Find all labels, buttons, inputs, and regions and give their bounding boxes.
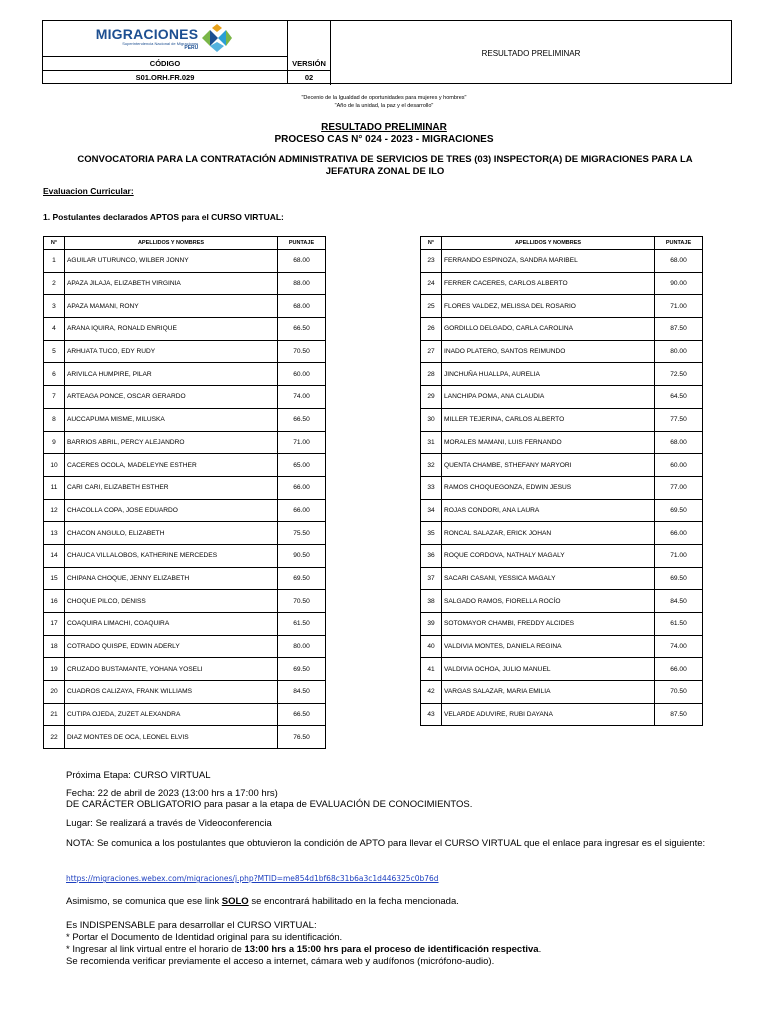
webex-link[interactable]: https://migraciones.webex.com/migraciones/j.php?MTID=me854d1bf68c31b6a3c1d446325c0b76d bbox=[66, 874, 439, 883]
row-name: INADO PLATERO, SANTOS REIMUNDO bbox=[442, 340, 655, 363]
row-score: 90.00 bbox=[655, 272, 703, 295]
table-header-row bbox=[421, 237, 703, 250]
document-header bbox=[42, 20, 732, 84]
col-header-name: APELLIDOS Y NOMBRES bbox=[65, 237, 278, 250]
row-score: 80.00 bbox=[278, 635, 326, 658]
row-number: 40 bbox=[421, 635, 442, 658]
row-score: 66.50 bbox=[278, 408, 326, 431]
table-row bbox=[44, 703, 326, 726]
table-row bbox=[44, 386, 326, 409]
row-score: 68.00 bbox=[655, 250, 703, 273]
version-value: 02 bbox=[304, 73, 314, 82]
row-score: 90.50 bbox=[278, 544, 326, 567]
row-name: CRUZADO BUSTAMANTE, YOHANA YOSELI bbox=[65, 658, 278, 681]
row-name: RONCAL SALAZAR, ERICK JOHAN bbox=[442, 522, 655, 545]
row-number: 26 bbox=[421, 318, 442, 341]
table-row bbox=[44, 726, 326, 749]
row-name: CHOQUE PILCO, DENISS bbox=[65, 590, 278, 613]
table-row bbox=[421, 454, 703, 477]
asimismo-paragraph bbox=[66, 896, 716, 908]
codigo-label: CÓDIGO bbox=[43, 57, 288, 71]
row-score: 70.50 bbox=[278, 340, 326, 363]
table-row bbox=[44, 476, 326, 499]
row-number: 9 bbox=[44, 431, 65, 454]
row-number: 11 bbox=[44, 476, 65, 499]
header-title: RESULTADO PRELIMINAR bbox=[330, 21, 731, 85]
row-number: 43 bbox=[421, 703, 442, 726]
row-score: 84.50 bbox=[655, 590, 703, 613]
row-name: CUADROS CALIZAYA, FRANK WILLIAMS bbox=[65, 681, 278, 704]
row-name: VALDIVIA OCHOA, JULIO MANUEL bbox=[442, 658, 655, 681]
row-number: 25 bbox=[421, 295, 442, 318]
row-name: FLORES VALDEZ, MELISSA DEL ROSARIO bbox=[442, 295, 655, 318]
table-row bbox=[421, 703, 703, 726]
result-title: RESULTADO PRELIMINAR bbox=[321, 122, 447, 133]
row-score: 68.00 bbox=[655, 431, 703, 454]
row-name: MORALES MAMANI, LUIS FERNANDO bbox=[442, 431, 655, 454]
row-name: AGUILAR UTURUNCO, WILBER JONNY bbox=[65, 250, 278, 273]
row-score: 74.00 bbox=[655, 635, 703, 658]
col-header-score: PUNTAJE bbox=[655, 237, 703, 250]
table-row bbox=[421, 613, 703, 636]
row-name: APAZA JILAJA, ELIZABETH VIRGINIA bbox=[65, 272, 278, 295]
table-row bbox=[44, 295, 326, 318]
table-row bbox=[421, 250, 703, 273]
row-number: 4 bbox=[44, 318, 65, 341]
row-number: 19 bbox=[44, 658, 65, 681]
row-number: 39 bbox=[421, 613, 442, 636]
row-score: 66.00 bbox=[278, 476, 326, 499]
version-label: VERSIÓN bbox=[288, 57, 330, 71]
row-number: 10 bbox=[44, 454, 65, 477]
row-score: 71.00 bbox=[278, 431, 326, 454]
row-name: CUTIPA OJEDA, ZUZET ALEXANDRA bbox=[65, 703, 278, 726]
row-number: 41 bbox=[421, 658, 442, 681]
row-name: COTRADO QUISPE, EDWIN ADERLY bbox=[65, 635, 278, 658]
row-name: APAZA MAMANI, RONY bbox=[65, 295, 278, 318]
section-evaluacion: Evaluacion Curricular: bbox=[43, 186, 134, 196]
table-row bbox=[44, 499, 326, 522]
row-name: GORDILLO DELGADO, CARLA CAROLINA bbox=[442, 318, 655, 341]
requirements-block bbox=[66, 920, 716, 968]
row-score: 70.50 bbox=[655, 681, 703, 704]
row-score: 71.00 bbox=[655, 544, 703, 567]
bullet-link-post: . bbox=[538, 944, 542, 955]
row-score: 75.50 bbox=[278, 522, 326, 545]
table-row bbox=[44, 363, 326, 386]
row-name: COAQUIRA LIMACHI, COAQUIRA bbox=[65, 613, 278, 636]
table-row bbox=[421, 386, 703, 409]
row-name: VALDIVIA MONTES, DANIELA REGINA bbox=[442, 635, 655, 658]
row-score: 71.00 bbox=[655, 295, 703, 318]
link-line bbox=[66, 873, 716, 885]
row-score: 77.50 bbox=[655, 408, 703, 431]
row-score: 64.50 bbox=[655, 386, 703, 409]
row-score: 80.00 bbox=[655, 340, 703, 363]
table-row bbox=[44, 318, 326, 341]
row-number: 38 bbox=[421, 590, 442, 613]
migraciones-logo bbox=[96, 24, 235, 54]
row-name: VARGAS SALAZAR, MARIA EMILIA bbox=[442, 681, 655, 704]
nota-paragraph: NOTA: Se comunica a los postulantes que obtuvieron la condición de APTO para llevar el CURSO VIRTUAL que el enlace para ingresar es el siguiente: bbox=[66, 838, 706, 849]
row-name: SOTOMAYOR CHAMBI, FREDDY ALCIDES bbox=[442, 613, 655, 636]
table-row bbox=[421, 681, 703, 704]
row-score: 72.50 bbox=[655, 363, 703, 386]
row-name: ARANA IQUIRA, RONALD ENRIQUE bbox=[65, 318, 278, 341]
table-row bbox=[421, 499, 703, 522]
table-row bbox=[421, 590, 703, 613]
table-row bbox=[44, 658, 326, 681]
row-score: 84.50 bbox=[278, 681, 326, 704]
logo-country: PERÚ bbox=[184, 44, 199, 51]
row-score: 77.00 bbox=[655, 476, 703, 499]
row-number: 22 bbox=[44, 726, 65, 749]
next-stage-date: Fecha: 22 de abril de 2023 (13:00 hrs a 17:00 hrs) bbox=[66, 788, 278, 799]
row-number: 31 bbox=[421, 431, 442, 454]
table-row bbox=[421, 522, 703, 545]
row-score: 61.50 bbox=[655, 613, 703, 636]
row-name: CHACON ANGULO, ELIZABETH bbox=[65, 522, 278, 545]
row-name: FERRANDO ESPINOZA, SANDRA MARIBEL bbox=[442, 250, 655, 273]
row-name: ROQUE CORDOVA, NATHALY MAGALY bbox=[442, 544, 655, 567]
table-row bbox=[44, 250, 326, 273]
logo-cell bbox=[43, 21, 288, 57]
row-name: CARI CARI, ELIZABETH ESTHER bbox=[65, 476, 278, 499]
migraciones-emblem-icon bbox=[200, 24, 234, 54]
row-number: 8 bbox=[44, 408, 65, 431]
row-name: SACARI CASANI, YESSICA MAGALY bbox=[442, 567, 655, 590]
table-row bbox=[44, 567, 326, 590]
row-number: 35 bbox=[421, 522, 442, 545]
col-header-name: APELLIDOS Y NOMBRES bbox=[442, 237, 655, 250]
table-row bbox=[421, 658, 703, 681]
row-number: 23 bbox=[421, 250, 442, 273]
row-score: 66.00 bbox=[278, 499, 326, 522]
table-row bbox=[421, 295, 703, 318]
row-score: 88.00 bbox=[278, 272, 326, 295]
row-score: 69.50 bbox=[655, 499, 703, 522]
row-number: 37 bbox=[421, 567, 442, 590]
row-number: 27 bbox=[421, 340, 442, 363]
row-number: 5 bbox=[44, 340, 65, 363]
row-name: QUENTA CHAMBE, STHEFANY MARYORI bbox=[442, 454, 655, 477]
table-row bbox=[421, 408, 703, 431]
row-number: 1 bbox=[44, 250, 65, 273]
row-number: 15 bbox=[44, 567, 65, 590]
row-score: 66.00 bbox=[655, 658, 703, 681]
table-row bbox=[44, 408, 326, 431]
row-name: SALGADO RAMOS, FIORELLA ROCÍO bbox=[442, 590, 655, 613]
location-note: Lugar: Se realizará a través de Videoconferencia bbox=[66, 818, 272, 829]
row-name: CHIPANA CHOQUE, JENNY ELIZABETH bbox=[65, 567, 278, 590]
table-row bbox=[421, 318, 703, 341]
table-row bbox=[44, 613, 326, 636]
asimismo-solo: SOLO bbox=[221, 896, 249, 907]
row-name: CHACOLLA COPA, JOSE EDUARDO bbox=[65, 499, 278, 522]
row-name: CACERES OCOLA, MADELEYNE ESTHER bbox=[65, 454, 278, 477]
row-score: 66.50 bbox=[278, 703, 326, 726]
table-row bbox=[44, 340, 326, 363]
row-number: 17 bbox=[44, 613, 65, 636]
bullet-link-time bbox=[66, 944, 716, 956]
table-row bbox=[421, 272, 703, 295]
row-name: FERRER CACERES, CARLOS ALBERTO bbox=[442, 272, 655, 295]
section-postulantes: 1. Postulantes declarados APTOS para el CURSO VIRTUAL: bbox=[43, 212, 284, 222]
row-number: 2 bbox=[44, 272, 65, 295]
row-score: 60.00 bbox=[655, 454, 703, 477]
table-row bbox=[421, 363, 703, 386]
row-number: 28 bbox=[421, 363, 442, 386]
table-row bbox=[421, 340, 703, 363]
row-name: VELARDE ADUVIRE, RUBI DAYANA bbox=[442, 703, 655, 726]
row-score: 66.00 bbox=[655, 522, 703, 545]
row-number: 36 bbox=[421, 544, 442, 567]
row-score: 70.50 bbox=[278, 590, 326, 613]
motto-line-2: "Año de la unidad, la paz y el desarrollo" bbox=[334, 103, 434, 109]
table-row bbox=[421, 431, 703, 454]
row-number: 34 bbox=[421, 499, 442, 522]
row-score: 74.00 bbox=[278, 386, 326, 409]
table-row bbox=[421, 476, 703, 499]
row-number: 18 bbox=[44, 635, 65, 658]
indispensable-line: Es INDISPENSABLE para desarrollar el CURSO VIRTUAL: bbox=[66, 920, 317, 931]
row-number: 42 bbox=[421, 681, 442, 704]
row-number: 6 bbox=[44, 363, 65, 386]
row-score: 68.00 bbox=[278, 250, 326, 273]
applicants-table-right bbox=[420, 236, 703, 726]
row-score: 69.50 bbox=[278, 658, 326, 681]
row-number: 24 bbox=[421, 272, 442, 295]
codigo-value: S01.ORH.FR.029 bbox=[43, 71, 288, 84]
table-row bbox=[421, 635, 703, 658]
logo-wordmark: MIGRACIONES bbox=[95, 25, 199, 42]
motto-line-1: "Decenio de la Igualdad de oportunidades para mujeres y hombres" bbox=[301, 95, 467, 101]
row-number: 21 bbox=[44, 703, 65, 726]
next-stage: Próxima Etapa: CURSO VIRTUAL bbox=[66, 770, 211, 781]
row-name: BARRIOS ABRIL, PERCY ALEJANDRO bbox=[65, 431, 278, 454]
row-score: 66.50 bbox=[278, 318, 326, 341]
row-name: CHAUCA VILLALOBOS, KATHERINE MERCEDES bbox=[65, 544, 278, 567]
row-score: 87.50 bbox=[655, 703, 703, 726]
row-score: 60.00 bbox=[278, 363, 326, 386]
row-name: ARTEAGA PONCE, OSCAR GERARDO bbox=[65, 386, 278, 409]
row-name: JINCHUÑA HUALLPA, AURELIA bbox=[442, 363, 655, 386]
asimismo-post: se encontrará habilitado en la fecha mencionada. bbox=[248, 896, 459, 907]
row-name: ARHUATA TUCO, EDY RUDY bbox=[65, 340, 278, 363]
row-number: 3 bbox=[44, 295, 65, 318]
asimismo-pre: Asimismo, se comunica que ese link bbox=[66, 896, 222, 907]
table-row bbox=[44, 635, 326, 658]
row-score: 65.00 bbox=[278, 454, 326, 477]
row-number: 29 bbox=[421, 386, 442, 409]
row-number: 16 bbox=[44, 590, 65, 613]
table-row bbox=[421, 544, 703, 567]
table-row bbox=[44, 590, 326, 613]
row-name: MILLER TEJERINA, CARLOS ALBERTO bbox=[442, 408, 655, 431]
recommendation-line: Se recomienda verificar previamente el acceso a internet, cámara web y audífonos (micrófono-audio). bbox=[66, 956, 495, 967]
row-score: 68.00 bbox=[278, 295, 326, 318]
row-score: 76.50 bbox=[278, 726, 326, 749]
row-score: 61.50 bbox=[278, 613, 326, 636]
row-name: ROJAS CONDORI, ANA LAURA bbox=[442, 499, 655, 522]
table-row bbox=[421, 567, 703, 590]
bullet-document: * Portar el Documento de Identidad original para su identificación. bbox=[66, 932, 343, 943]
bullet-link-bold: 13:00 hrs a 15:00 hrs para el proceso de identificación respectiva bbox=[244, 944, 539, 955]
table-row bbox=[44, 681, 326, 704]
row-score: 87.50 bbox=[655, 318, 703, 341]
mandatory-note: DE CARÁCTER OBLIGATORIO para pasar a la etapa de EVALUACIÓN DE CONOCIMIENTOS. bbox=[66, 799, 473, 810]
table-row bbox=[44, 431, 326, 454]
row-number: 33 bbox=[421, 476, 442, 499]
row-score: 69.50 bbox=[278, 567, 326, 590]
table-row bbox=[44, 522, 326, 545]
logo-subtitle: Superintendencia Nacional de Migraciones bbox=[122, 40, 199, 46]
row-name: LANCHIPA POMA, ANA CLAUDIA bbox=[442, 386, 655, 409]
row-number: 20 bbox=[44, 681, 65, 704]
row-number: 32 bbox=[421, 454, 442, 477]
bullet-link-pre: * Ingresar al link virtual entre el horario de bbox=[66, 944, 245, 955]
table-row bbox=[44, 272, 326, 295]
row-number: 12 bbox=[44, 499, 65, 522]
row-number: 14 bbox=[44, 544, 65, 567]
col-header-number: N° bbox=[44, 237, 65, 250]
table-header-row bbox=[44, 237, 326, 250]
row-name: RAMOS CHOQUEGONZA, EDWIN JESUS bbox=[442, 476, 655, 499]
row-number: 7 bbox=[44, 386, 65, 409]
col-header-score: PUNTAJE bbox=[278, 237, 326, 250]
row-number: 13 bbox=[44, 522, 65, 545]
convocatoria-title: CONVOCATORIA PARA LA CONTRATACIÓN ADMINISTRATIVA DE SERVICIOS DE TRES (03) INSPECTOR(A) DE MIGRACIONES PARA LA JEFATURA ZONAL DE ILO bbox=[77, 154, 693, 177]
table-row bbox=[44, 454, 326, 477]
row-number: 30 bbox=[421, 408, 442, 431]
table-row bbox=[44, 544, 326, 567]
row-name: ARIVILCA HUMPIRE, PILAR bbox=[65, 363, 278, 386]
col-header-number: N° bbox=[421, 237, 442, 250]
row-name: AUCCAPUMA MISME, MILUSKA bbox=[65, 408, 278, 431]
row-name: DIAZ MONTES DE OCA, LEONEL ELVIS bbox=[65, 726, 278, 749]
row-score: 69.50 bbox=[655, 567, 703, 590]
process-title: PROCESO CAS N° 024 - 2023 - MIGRACIONES bbox=[274, 134, 494, 145]
applicants-table-left bbox=[43, 236, 326, 749]
